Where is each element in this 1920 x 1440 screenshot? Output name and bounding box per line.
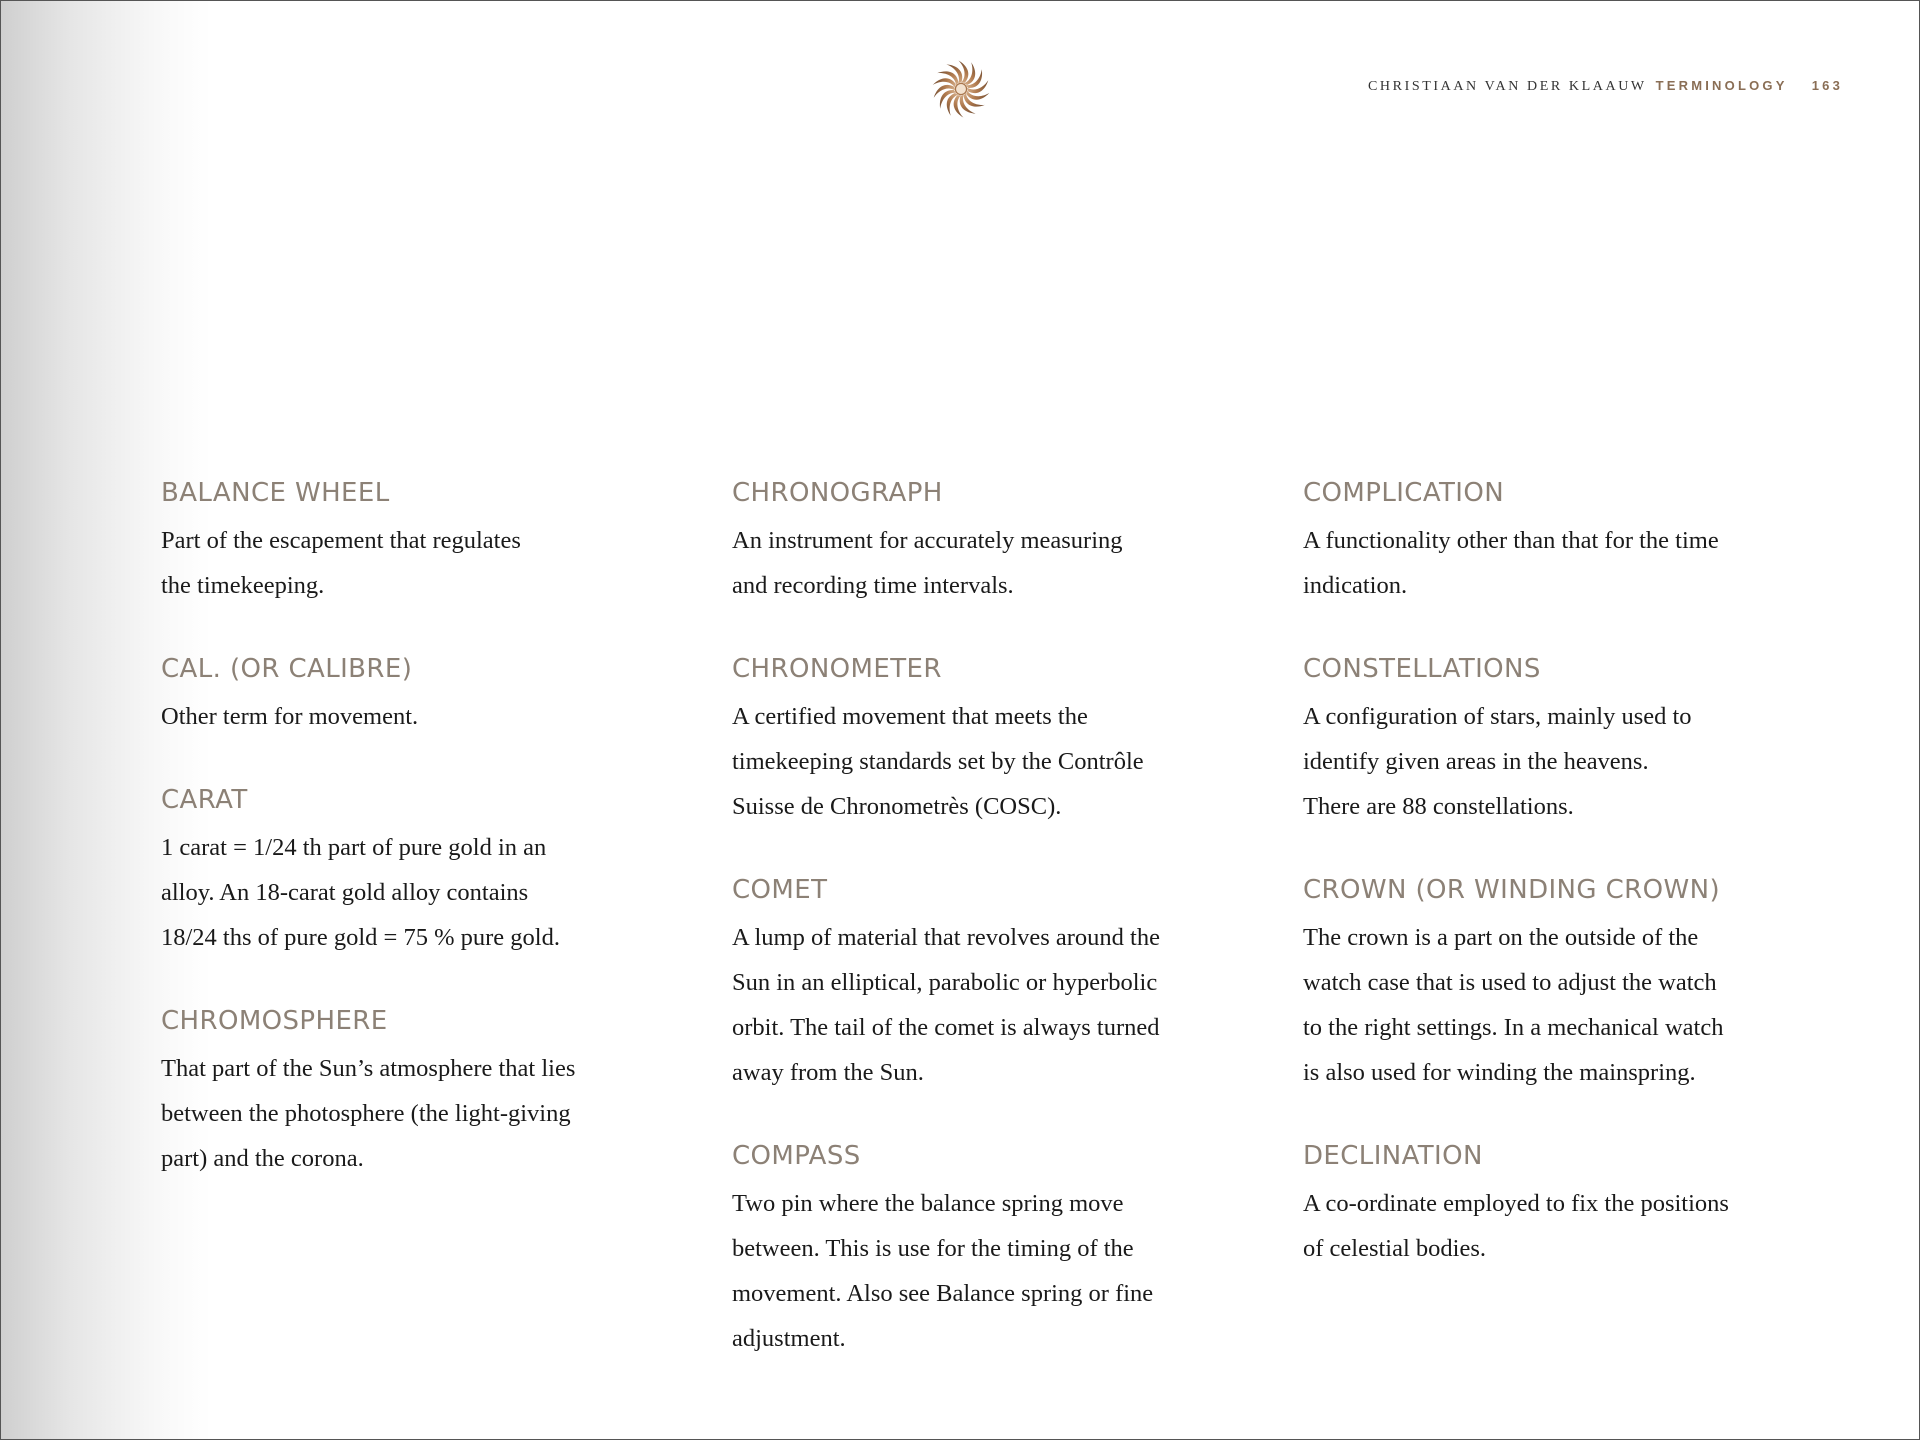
- header-section: TERMINOLOGY: [1655, 78, 1788, 93]
- glossary-entry: [161, 1005, 661, 1181]
- glossary-entry: [732, 1140, 1232, 1361]
- running-header: [1368, 78, 1843, 95]
- glossary-term: CROWN (OR WINDING CROWN): [1303, 875, 1721, 905]
- glossary-column-2: [732, 477, 1232, 1406]
- glossary-definition: A functionality other than that for the time indication.: [1303, 527, 1719, 599]
- glossary-definition: A lump of material that revolves around the Sun in an elliptical, parabolic or hyperbolic orbit. The tail of the comet is always turned away from the Sun.: [732, 924, 1160, 1086]
- glossary-definition: A configuration of stars, mainly used to identify given areas in the heavens. There are 88 constellations.: [1303, 703, 1692, 820]
- glossary-definition: Other term for movement.: [161, 703, 419, 730]
- glossary-entry: [732, 477, 1232, 608]
- glossary-definition: That part of the Sun’s atmosphere that lies between the photosphere (the light-giving part) and the corona.: [161, 1055, 576, 1172]
- glossary-entry: [1303, 1140, 1803, 1271]
- glossary-definition: The crown is a part on the outside of the watch case that is used to adjust the watch to the right settings. In a mechanical watch is also used for winding the mainspring.: [1303, 924, 1724, 1086]
- glossary-term: CHRONOMETER: [732, 654, 942, 684]
- glossary-entry: [161, 784, 661, 960]
- glossary-term: BALANCE WHEEL: [161, 478, 390, 508]
- glossary-term: CHRONOGRAPH: [732, 478, 943, 508]
- glossary-entry: [1303, 653, 1803, 829]
- glossary-term: COMET: [732, 875, 828, 905]
- glossary-entry: [161, 477, 661, 608]
- glossary-column-1: [161, 477, 661, 1226]
- glossary-entry: [732, 874, 1232, 1095]
- glossary-entry: [161, 653, 661, 739]
- glossary-term: COMPASS: [732, 1141, 861, 1171]
- glossary-definition: 1 carat = 1/24 th part of pure gold in an alloy. An 18-carat gold alloy contains 18/24 ths of pure gold = 75 % pure gold.: [161, 834, 560, 951]
- glossary-definition: A certified movement that meets the timekeeping standards set by the Contrôle Suisse de Chronometrès (COSC).: [732, 703, 1144, 820]
- glossary-entry: [732, 653, 1232, 829]
- glossary-definition: Two pin where the balance spring move between. This is use for the timing of the movement. Also see Balance spring or fine adjustment.: [732, 1190, 1154, 1352]
- glossary-definition: An instrument for accurately measuring and recording time intervals.: [732, 527, 1123, 599]
- glossary-definition: Part of the escapement that regulates the timekeeping.: [161, 527, 521, 599]
- glossary-entry: [1303, 874, 1803, 1095]
- glossary-term: COMPLICATION: [1303, 478, 1505, 508]
- page-number: 163: [1811, 78, 1843, 93]
- glossary-column-3: [1303, 477, 1803, 1316]
- glossary-term: CHROMOSPHERE: [161, 1006, 388, 1036]
- glossary-definition: A co-ordinate employed to fix the positions of celestial bodies.: [1303, 1190, 1729, 1262]
- glossary-term: CAL. (OR CALIBRE): [161, 654, 413, 684]
- glossary-term: CARAT: [161, 785, 248, 815]
- glossary-entry: [1303, 477, 1803, 608]
- glossary-term: DECLINATION: [1303, 1141, 1483, 1171]
- glossary-term: CONSTELLATIONS: [1303, 654, 1541, 684]
- header-brand: CHRISTIAAN VAN DER KLAAUW: [1367, 79, 1647, 94]
- sun-swirl-logo-icon: [930, 58, 992, 120]
